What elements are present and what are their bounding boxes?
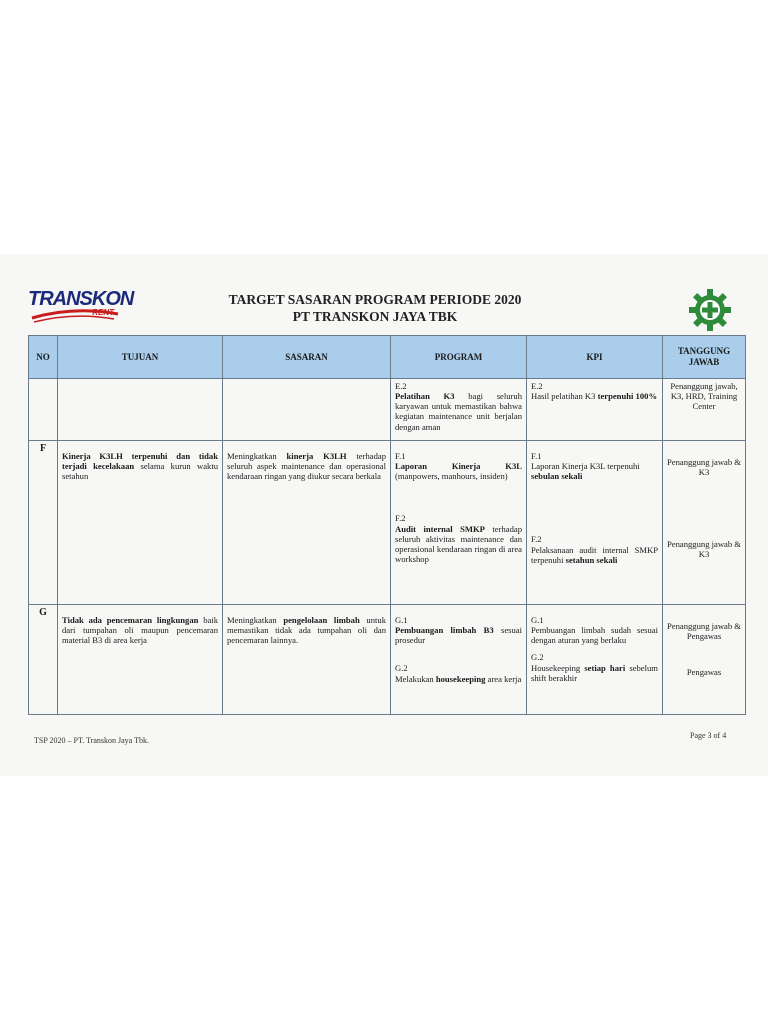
program-text: Audit internal SMKP terhadap seluruh aktivitas maintenance dan operasional kendaraan ringan di area workshop — [395, 523, 523, 564]
kpi-code: F.1 — [531, 451, 542, 461]
kpi-text: Hasil pelatihan K3 terpenuhi 100% — [531, 391, 658, 402]
kpi-cell — [527, 605, 663, 715]
kpi-text: Laporan Kinerja K3L terpenuhi sebulan sekali — [531, 461, 640, 482]
sasaran-cell — [223, 379, 391, 441]
kpi-text: Pembuangan limbah sudah sesuai dengan aturan yang berlaku — [531, 625, 658, 646]
logo-subtext: RENT — [92, 308, 114, 317]
column-header-tanggung-jawab: TANGGUNG JAWAB — [663, 336, 746, 379]
program-code: F.1 — [395, 451, 406, 461]
program-code: G.1 — [395, 615, 408, 625]
program-text: Melakukan housekeeping area kerja — [395, 673, 522, 684]
program-text: Pembuangan limbah B3 sesuai prosedur — [395, 625, 522, 646]
footer-page-number: Page 3 of 4 — [690, 731, 727, 740]
sasaran-cell: Meningkatkan kinerja K3LH terhadap seluruh aspek maintenance dan operasional kendaraan ringan yang diukur secara berkala — [223, 441, 391, 605]
tanggung-jawab-cell: Penanggung jawab, K3, HRD, Training Center — [663, 379, 746, 441]
table-row-e — [29, 379, 746, 441]
column-header-no: NO — [29, 336, 58, 379]
kpi-code: F.2 — [531, 534, 542, 545]
k3-safety-gear-icon — [686, 286, 734, 334]
document-title: TARGET SASARAN PROGRAM PERIODE 2020 — [228, 292, 522, 307]
kpi-text: Pelaksanaan audit internal SMKP terpenuhi setahun sekali — [531, 544, 658, 565]
tanggung-jawab-cell — [663, 605, 746, 715]
table-row-f — [29, 441, 746, 605]
program-cell — [391, 379, 527, 441]
kpi-cell — [527, 441, 663, 605]
column-header-kpi: KPI — [527, 336, 663, 379]
tujuan-cell — [58, 379, 223, 441]
tujuan-cell: Tidak ada pencemaran lingkungan baik dari tumpahan oli maupun pencemaran material B3 di area kerja — [58, 605, 223, 715]
kpi-cell — [527, 379, 663, 441]
column-header-program: PROGRAM — [391, 336, 527, 379]
program-cell — [391, 441, 527, 605]
tanggung-jawab-text: Pengawas — [686, 667, 722, 678]
logo-text: TRANSKON — [28, 288, 134, 310]
program-cell — [391, 605, 527, 715]
kpi-code: G.1 — [531, 615, 544, 625]
tanggung-jawab-text: Penanggung jawab & K3 — [667, 539, 741, 560]
tanggung-jawab-text: Penanggung jawab & Pengawas — [667, 621, 741, 642]
kpi-code: G.2 — [531, 652, 544, 663]
kpi-text: Housekeeping setiap hari sebelum shift berakhir — [531, 662, 658, 683]
company-name: PT TRANSKON JAYA TBK — [292, 309, 458, 324]
tujuan-cell: Kinerja K3LH terpenuhi dan tidak terjadi kecelakaan selama kurun waktu setahun — [58, 441, 223, 605]
program-code: E.2 — [395, 381, 407, 391]
column-header-sasaran: SASARAN — [223, 336, 391, 379]
row-number — [29, 379, 58, 441]
program-text: Pelatihan K3 bagi seluruh karyawan untuk memastikan bahwa kegiatan maintenance unit berjalan dengan aman — [395, 391, 522, 432]
column-header-tujuan: TUJUAN — [58, 336, 223, 379]
footer-document-id: TSP 2020 – PT. Transkon Jaya Tbk. — [34, 736, 149, 745]
sasaran-cell: Meningkatkan pengelolaan limbah untuk memastikan tidak ada tumpahan oli dan pencemaran lainnya. — [223, 605, 391, 715]
row-number: G — [29, 605, 58, 715]
program-code: F.2 — [395, 513, 406, 524]
tanggung-jawab-text: Penanggung jawab & K3 — [667, 457, 741, 478]
transkon-logo — [28, 286, 134, 330]
table-row-g — [29, 605, 746, 715]
table-header-row — [29, 336, 746, 379]
program-text: Laporan Kinerja K3L (manpowers, manhours, insiden) — [395, 461, 522, 482]
row-number: F — [29, 441, 58, 605]
program-code: G.2 — [395, 663, 408, 674]
target-program-table — [28, 335, 746, 715]
tanggung-jawab-cell — [663, 441, 746, 605]
kpi-code: E.2 — [531, 381, 543, 391]
